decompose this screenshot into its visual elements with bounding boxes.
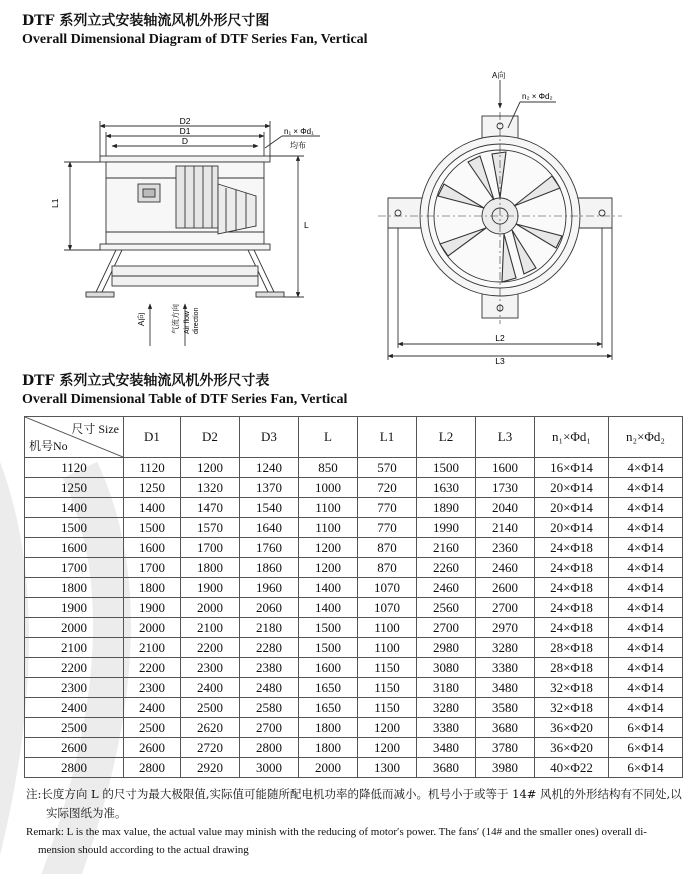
- dimension-cell: 2500: [181, 698, 240, 718]
- dimension-cell: 4×Φ14: [609, 698, 683, 718]
- table-body: [25, 458, 683, 778]
- dimension-cell: 1800: [181, 558, 240, 578]
- dimension-cell: 1640: [240, 518, 299, 538]
- machine-number-cell: 1250: [25, 478, 124, 498]
- dimension-cell: 2500: [124, 718, 181, 738]
- table-row: [25, 678, 683, 698]
- front-view-drawing: [378, 80, 622, 360]
- view-label-a: A向: [137, 312, 146, 326]
- dimension-cell: 3380: [417, 718, 476, 738]
- dimension-cell: 4×Φ14: [609, 498, 683, 518]
- table-row: [25, 558, 683, 578]
- dimension-cell: 2060: [240, 598, 299, 618]
- dimension-cell: 1070: [358, 598, 417, 618]
- dimension-cell: 870: [358, 558, 417, 578]
- machine-number-cell: 2800: [25, 758, 124, 778]
- table-row: [25, 718, 683, 738]
- dimension-cell: 24×Φ18: [535, 618, 609, 638]
- dimension-cell: 3000: [240, 758, 299, 778]
- table-title-cn: DTF 系列立式安装轴流风机外形尺寸表: [22, 373, 270, 389]
- dimension-cell: 770: [358, 518, 417, 538]
- dimension-cell: 570: [358, 458, 417, 478]
- dimension-cell: 2180: [240, 618, 299, 638]
- dimension-cell: 1860: [240, 558, 299, 578]
- dim-label-d1: D1: [179, 126, 191, 136]
- dimension-cell: 6×Φ14: [609, 738, 683, 758]
- dimension-cell: 4×Φ14: [609, 538, 683, 558]
- dimension-cell: 1960: [240, 578, 299, 598]
- dimension-cell: 1400: [124, 498, 181, 518]
- dimension-cell: 2800: [240, 738, 299, 758]
- dimension-cell: 1370: [240, 478, 299, 498]
- dimension-cell: 1200: [181, 458, 240, 478]
- dimension-cell: 1100: [358, 638, 417, 658]
- dimension-cell: 24×Φ18: [535, 578, 609, 598]
- dimension-cell: 1700: [124, 558, 181, 578]
- dimension-cell: 2600: [124, 738, 181, 758]
- dimension-cell: 4×Φ14: [609, 558, 683, 578]
- dimension-cell: 1600: [299, 658, 358, 678]
- dimension-cell: 1630: [417, 478, 476, 498]
- dimension-cell: 4×Φ14: [609, 458, 683, 478]
- column-header: n₂×Φd₂: [609, 417, 683, 458]
- dimension-cell: 20×Φ14: [535, 518, 609, 538]
- dimension-cell: 2380: [240, 658, 299, 678]
- dimension-cell: 1150: [358, 658, 417, 678]
- dimension-cell: 32×Φ18: [535, 698, 609, 718]
- table-header-row: [25, 417, 683, 458]
- table-row: [25, 538, 683, 558]
- corner-label-size: 尺寸 Size: [71, 422, 119, 436]
- note-cn-line2: 实际图纸为准。: [46, 806, 127, 820]
- dimension-cell: 24×Φ18: [535, 538, 609, 558]
- dimension-cell: 4×Φ14: [609, 658, 683, 678]
- dimension-cell: 1120: [124, 458, 181, 478]
- dimension-cell: 1900: [124, 598, 181, 618]
- dimension-cell: 1200: [358, 738, 417, 758]
- machine-number-cell: 1500: [25, 518, 124, 538]
- machine-number-cell: 2100: [25, 638, 124, 658]
- dimension-cell: 2300: [124, 678, 181, 698]
- dimension-cell: 1470: [181, 498, 240, 518]
- dimension-cell: 4×Φ14: [609, 578, 683, 598]
- dimension-cell: 36×Φ20: [535, 718, 609, 738]
- dimension-cell: 1800: [299, 718, 358, 738]
- dimension-cell: 2200: [181, 638, 240, 658]
- dimension-cell: 1540: [240, 498, 299, 518]
- dimension-cell: 3680: [417, 758, 476, 778]
- dimension-cell: 1800: [299, 738, 358, 758]
- table-row: [25, 598, 683, 618]
- dimension-cell: 3780: [476, 738, 535, 758]
- dimension-cell: 1200: [299, 558, 358, 578]
- dimension-cell: 1200: [358, 718, 417, 738]
- dimension-cell: 6×Φ14: [609, 718, 683, 738]
- machine-number-cell: 2300: [25, 678, 124, 698]
- table-title-en: Overall Dimensional Table of DTF Series Fan, Vertical: [22, 392, 348, 407]
- column-header: D3: [240, 417, 299, 458]
- dimension-cell: 1760: [240, 538, 299, 558]
- dimension-cell: 28×Φ18: [535, 658, 609, 678]
- dimension-cell: 2360: [476, 538, 535, 558]
- dimension-table: [24, 416, 683, 778]
- corner-label-no: 机号No: [29, 439, 68, 453]
- dimension-cell: 2000: [299, 758, 358, 778]
- dimension-cell: 1300: [358, 758, 417, 778]
- dimension-cell: 24×Φ18: [535, 598, 609, 618]
- dimension-cell: 1730: [476, 478, 535, 498]
- front-label-holes-n2: n₂ × Φd₂: [522, 92, 553, 101]
- dimension-cell: 3480: [476, 678, 535, 698]
- dimension-cell: 6×Φ14: [609, 758, 683, 778]
- diagram-title-cn: DTF 系列立式安装轴流风机外形尺寸图: [22, 13, 270, 29]
- machine-number-cell: 2200: [25, 658, 124, 678]
- machine-number-cell: 2500: [25, 718, 124, 738]
- column-header: L2: [417, 417, 476, 458]
- dimension-cell: 2480: [240, 678, 299, 698]
- dimension-cell: 2100: [181, 618, 240, 638]
- machine-number-cell: 1400: [25, 498, 124, 518]
- dim-label-l2: L2: [495, 333, 505, 343]
- dimension-cell: 3980: [476, 758, 535, 778]
- dimension-cell: 2800: [124, 758, 181, 778]
- dimension-cell: 1250: [124, 478, 181, 498]
- dimension-cell: 2920: [181, 758, 240, 778]
- dimension-cell: 2000: [181, 598, 240, 618]
- dimension-cell: 1320: [181, 478, 240, 498]
- dimension-cell: 1500: [299, 618, 358, 638]
- dimension-cell: 2580: [240, 698, 299, 718]
- dimension-cell: 850: [299, 458, 358, 478]
- dimension-cell: 2040: [476, 498, 535, 518]
- table-row: [25, 478, 683, 498]
- dimension-cell: 2980: [417, 638, 476, 658]
- dimension-cell: 2280: [240, 638, 299, 658]
- dimension-cell: 2160: [417, 538, 476, 558]
- dimension-cell: 1600: [476, 458, 535, 478]
- dimension-cell: 1400: [299, 598, 358, 618]
- airflow-label-en2: direction: [193, 307, 200, 334]
- dimension-cell: 1100: [299, 498, 358, 518]
- column-header: L1: [358, 417, 417, 458]
- dimension-cell: 3480: [417, 738, 476, 758]
- machine-number-cell: 2400: [25, 698, 124, 718]
- dimension-cell: 1100: [299, 518, 358, 538]
- machine-number-cell: 1800: [25, 578, 124, 598]
- column-header: D1: [124, 417, 181, 458]
- dimension-cell: 2700: [476, 598, 535, 618]
- dimension-cell: 32×Φ18: [535, 678, 609, 698]
- dimension-cell: 720: [358, 478, 417, 498]
- dimension-cell: 3580: [476, 698, 535, 718]
- dim-label-even: 均布: [290, 141, 306, 150]
- dimension-cell: 4×Φ14: [609, 678, 683, 698]
- dimension-cell: 4×Φ14: [609, 638, 683, 658]
- machine-number-cell: 1900: [25, 598, 124, 618]
- dim-label-l3: L3: [495, 356, 505, 366]
- column-header: n₁×Φd₁: [535, 417, 609, 458]
- table-corner-cell: [25, 417, 124, 458]
- dimension-cell: 2200: [124, 658, 181, 678]
- dimension-cell: 36×Φ20: [535, 738, 609, 758]
- dimension-cell: 4×Φ14: [609, 618, 683, 638]
- dimension-cell: 3080: [417, 658, 476, 678]
- table-row: [25, 698, 683, 718]
- dim-label-l1: L1: [50, 198, 60, 208]
- column-header: D2: [181, 417, 240, 458]
- dimension-cell: 40×Φ22: [535, 758, 609, 778]
- dimension-cell: 2460: [476, 558, 535, 578]
- table-row: [25, 518, 683, 538]
- dimension-cell: 1500: [124, 518, 181, 538]
- dimension-cell: 1000: [299, 478, 358, 498]
- dimension-cell: 3280: [476, 638, 535, 658]
- dimension-cell: 1150: [358, 678, 417, 698]
- note-en-line1: Remark: L is the max value, the actual value may minish with the reducing of motor′s power. The fans′ (14# and the smaller ones) overall di-: [26, 826, 647, 838]
- table-row: [25, 658, 683, 678]
- dimension-cell: 1570: [181, 518, 240, 538]
- dimension-cell: 2600: [476, 578, 535, 598]
- dimension-cell: 20×Φ14: [535, 498, 609, 518]
- dimension-cell: 16×Φ14: [535, 458, 609, 478]
- dimension-cell: 28×Φ18: [535, 638, 609, 658]
- front-view-label-a: A向: [492, 71, 506, 80]
- dimension-cell: 2460: [417, 578, 476, 598]
- dimension-cell: 1900: [181, 578, 240, 598]
- dimension-cell: 4×Φ14: [609, 478, 683, 498]
- dimension-cell: 1990: [417, 518, 476, 538]
- dimension-cell: 2260: [417, 558, 476, 578]
- machine-number-cell: 2000: [25, 618, 124, 638]
- column-header: L: [299, 417, 358, 458]
- table-row: [25, 618, 683, 638]
- dimension-cell: 1400: [299, 578, 358, 598]
- dimension-cell: 1500: [417, 458, 476, 478]
- dimensional-diagram: [0, 56, 700, 366]
- table-row: [25, 638, 683, 658]
- dimension-cell: 2400: [181, 678, 240, 698]
- table-row: [25, 498, 683, 518]
- dimension-cell: 1800: [124, 578, 181, 598]
- note-en-line2: mension should according to the actual drawing: [38, 844, 249, 856]
- table-row: [25, 758, 683, 778]
- dimension-cell: 2400: [124, 698, 181, 718]
- dimension-cell: 24×Φ18: [535, 558, 609, 578]
- dimension-cell: 4×Φ14: [609, 518, 683, 538]
- dimension-cell: 2560: [417, 598, 476, 618]
- dimension-cell: 770: [358, 498, 417, 518]
- dim-label-holes-n1: n₁ × Φd₁: [284, 127, 314, 136]
- dimension-cell: 2140: [476, 518, 535, 538]
- dimension-cell: 2620: [181, 718, 240, 738]
- column-header: L3: [476, 417, 535, 458]
- dimension-cell: 1240: [240, 458, 299, 478]
- machine-number-cell: 2600: [25, 738, 124, 758]
- dimension-cell: 1100: [358, 618, 417, 638]
- dimension-cell: 1500: [299, 638, 358, 658]
- dim-label-d: D: [181, 136, 189, 146]
- dimension-cell: 2700: [240, 718, 299, 738]
- dim-label-d2: D2: [179, 116, 191, 126]
- dimension-cell: 1150: [358, 698, 417, 718]
- dimension-cell: 1890: [417, 498, 476, 518]
- dimension-cell: 2300: [181, 658, 240, 678]
- note-cn-line1: 注:长度方向 L 的尺寸为最大极限值,实际值可能随所配电机功率的降低而减小。机号小于或等于 14# 风机的外形结构有不同处,以: [26, 787, 682, 801]
- dimension-cell: 1200: [299, 538, 358, 558]
- dimension-cell: 1070: [358, 578, 417, 598]
- dimension-cell: 20×Φ14: [535, 478, 609, 498]
- side-view-drawing: [64, 121, 320, 346]
- dimension-cell: 2970: [476, 618, 535, 638]
- machine-number-cell: 1600: [25, 538, 124, 558]
- dimension-cell: 870: [358, 538, 417, 558]
- dim-label-l: L: [304, 220, 309, 230]
- diagram-title-en: Overall Dimensional Diagram of DTF Series Fan, Vertical: [22, 32, 368, 47]
- machine-number-cell: 1700: [25, 558, 124, 578]
- airflow-label-en1: Air flow: [184, 311, 191, 334]
- dimension-cell: 1650: [299, 698, 358, 718]
- dimension-cell: 2720: [181, 738, 240, 758]
- dimension-cell: 4×Φ14: [609, 598, 683, 618]
- dimension-cell: 3180: [417, 678, 476, 698]
- table-row: [25, 578, 683, 598]
- dimension-cell: 1600: [124, 538, 181, 558]
- table-row: [25, 738, 683, 758]
- dimension-cell: 2700: [417, 618, 476, 638]
- table-row: [25, 458, 683, 478]
- machine-number-cell: 1120: [25, 458, 124, 478]
- dimension-cell: 2000: [124, 618, 181, 638]
- dimension-cell: 1650: [299, 678, 358, 698]
- dimension-cell: 3680: [476, 718, 535, 738]
- dimension-cell: 3280: [417, 698, 476, 718]
- dimension-cell: 2100: [124, 638, 181, 658]
- airflow-label-cn: 气流方向: [171, 304, 180, 334]
- dimension-cell: 3380: [476, 658, 535, 678]
- dimension-cell: 1700: [181, 538, 240, 558]
